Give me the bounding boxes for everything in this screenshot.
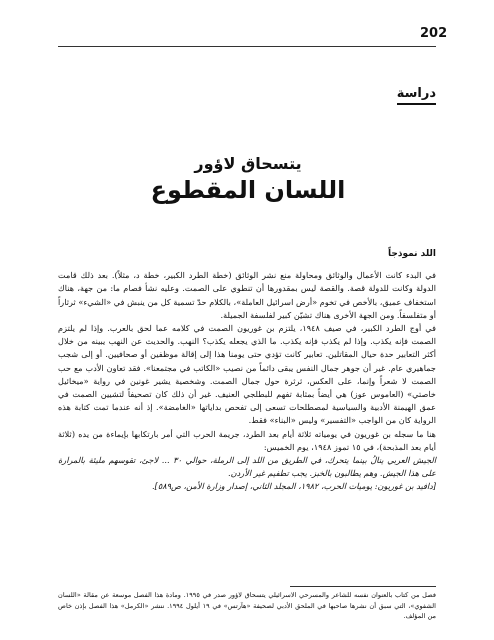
section-label (60, 82, 436, 105)
footnote: فصل من كتاب بالعنوان نفسه للشاعر والمسرحي الاسرائيلي يتسحاق لاؤور صدر في ١٩٩٥. ومادة هذا الفصل موسعة عن مقالة «اللسان الشفوي»، التي سبق أن نشرها صاحبها في الملحق الأدبي لصحيفة «هآرتس» في ١٩ أيلول ١٩٩٤. ننشر «الكرمل» هذا الفصل بإذن خاص من المؤلف. (58, 591, 437, 620)
top-rule (58, 46, 436, 47)
quote-source: [دافيد بن غوريون: يوميات الحرب، ١٩٨٢، المجلد الثاني، إصدار وزارة الأمن، ص٥٨٩]. (152, 481, 436, 492)
article-author: يتسحاق لاؤور (194, 154, 302, 173)
article-subheading: اللد نموذجاً (387, 249, 436, 259)
paragraph-1: في البدء كانت الأعمال والوثائق ومحاولة منع نشر الوثائق (خطة الطرد الكبير، خطة د، مثلاً). بعد ذلك قامت الدولة وكانت للدولة قصة. والقصة ليس بمقدورها أن تنطوي على الصمت. وعليه نشأ فصام ما: من جهة، هناك استخفاف عميق، بالأخص في تخوم «أرض اسرائيل العاملة»، بالكلام حدّ تسمية كل من ينبش في «الشيء» ثرثاراً أو متفلسفاً. ومن الجهة الأخرى هناك تشيّن كبير لفلسفة الجميلة. (58, 270, 436, 320)
footnote-rule (290, 586, 436, 587)
paragraph-3: هنا ما سجله بن غوريون في يومياته ثلاثة أيام بعد الطرد، جريمة الحرب التي أمر بارتكابها بإيماءة من يده (ثلاثة أيام بعد المذبحة)، في ١٥ تموز ١٩٤٨، يوم الخميس: (58, 428, 436, 452)
page-number: 202 (420, 26, 448, 41)
article-body (58, 248, 436, 500)
diary-quote: الجيش العربي ينالُ بينما يتحرك، في الطريق من اللد إلى الرملة، حوالي ٣٠ ... لاجئ، تقوسهم مليئة بالمرارة على هذا الجيش. وهم يطالبون بالخبز. يجب تطفيم غير الأردن. (58, 455, 436, 479)
article-title: اللسان المقطوع (150, 176, 346, 204)
paragraph-2: في أوج الطرد الكبير، في صيف ١٩٤٨، يلتزم بن غوريون الصمت في كلامه عما لحق بالعرب. وإذا لم يلتزم الصمت فإنه يكذب. وإذا لم يكذب فإنه يكذب. ما الذي يجعله يكذب؟ النهب. والحديث عن النهب يبينه من خلال أكثر التعابير حدة حيال المقاتلين. تعابير كانت تؤدي حتى يومنا هذا إلى إقالة موظفين أو صحافيين. أو إلى شجب جماهيري عام. غير أن جوهر جمال النفس يبقى دائماً من نصيب «الكاتب في مجتمعنا». فقد تعاون الأدب مع حب الصمت لا شعراً وإنما، على العكس، ثرثرة حول جمال الصمت. وشخصية يشير غونين في رواية «ميخائيل خاصتي» (العاموس عوز) هي أيضاً بمثابة تفهم للبطلجي العنيف. غير أن ذلك كان تصحيفاً لتشيين الصمت في عمق الهيمنة الأدبية والسياسية لمصطلحات تسعى إلى تفحص بداياتها «الغامضة». إذ أنه عندما تمت كتابة هذه الرواية كان من الواجب «التفسير» وليس «البناء» فقط. (58, 323, 436, 426)
section-label-text: دراسة (397, 86, 436, 105)
